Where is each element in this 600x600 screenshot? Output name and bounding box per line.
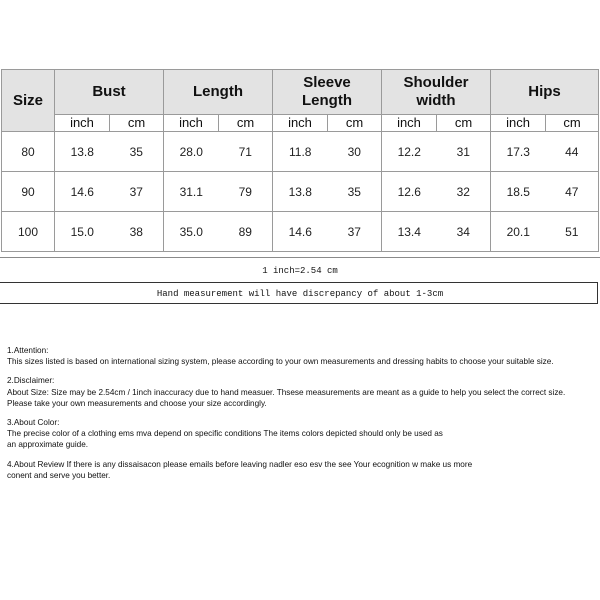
divider-line	[0, 257, 600, 258]
cm-value-cell: 71	[219, 132, 273, 172]
note-line: About Size: Size may be 2.54cm / 1inch inaccuracy due to hand measuer. Thsese measurements are meant as a guide to help you select the correct size.	[7, 387, 566, 397]
inch-value-cell: 12.2	[382, 132, 437, 172]
table-row	[2, 172, 599, 212]
note-line: Please take your own measurements and choose your size accordingly.	[7, 398, 267, 408]
note-paragraph	[7, 375, 597, 409]
inch-value-cell: 20.1	[491, 212, 546, 252]
note-line: The precise color of a clothing ems mva depend on specific conditions The items colors depicted should only be used as	[7, 429, 443, 439]
cm-value-cell: 35	[328, 172, 382, 212]
table-row	[2, 212, 599, 252]
unit-cm: cm	[546, 115, 599, 132]
bust-header: Bust	[55, 70, 164, 115]
cm-value-cell: 79	[219, 172, 273, 212]
inch-value-cell: 28.0	[164, 132, 219, 172]
unit-inch: inch	[382, 115, 437, 132]
inch-value-cell: 13.4	[382, 212, 437, 252]
shoulder-width-header: Shoulder width	[382, 70, 491, 115]
unit-inch: inch	[273, 115, 328, 132]
inch-value-cell: 11.8	[273, 132, 328, 172]
note-paragraph	[7, 459, 597, 481]
inch-value-cell: 18.5	[491, 172, 546, 212]
inch-value-cell: 13.8	[273, 172, 328, 212]
cm-value-cell: 32	[437, 172, 491, 212]
unit-cm: cm	[328, 115, 382, 132]
size-cell: 90	[2, 172, 55, 212]
unit-cm: cm	[110, 115, 164, 132]
table-body	[2, 132, 599, 252]
cm-value-cell: 47	[546, 172, 599, 212]
note-line: 4.About Review If there is any dissaisacon please emails before leaving nadler eso esv the see Your ecognition w make us more	[7, 459, 473, 469]
inch-cm-conversion: 1 inch=2.54 cm	[262, 266, 338, 276]
size-cell: 80	[2, 132, 55, 172]
size-header: Size	[2, 70, 55, 132]
inch-value-cell: 14.6	[273, 212, 328, 252]
inch-value-cell: 15.0	[55, 212, 110, 252]
inch-value-cell: 35.0	[164, 212, 219, 252]
length-header: Length	[164, 70, 273, 115]
inch-value-cell: 12.6	[382, 172, 437, 212]
note-line: an approximate guide.	[7, 440, 89, 450]
unit-inch: inch	[164, 115, 219, 132]
inch-value-cell: 13.8	[55, 132, 110, 172]
cm-value-cell: 51	[546, 212, 599, 252]
unit-row	[2, 115, 599, 132]
note-title: 3.About Color:	[7, 418, 60, 428]
note-paragraph	[7, 417, 597, 451]
cm-value-cell: 37	[110, 172, 164, 212]
cm-value-cell: 34	[437, 212, 491, 252]
notes-section	[7, 345, 597, 489]
unit-inch: inch	[55, 115, 110, 132]
unit-cm: cm	[437, 115, 491, 132]
cm-value-cell: 44	[546, 132, 599, 172]
note-line: conent and serve you better.	[7, 470, 111, 480]
cm-value-cell: 30	[328, 132, 382, 172]
inch-value-cell: 31.1	[164, 172, 219, 212]
measurement-discrepancy-note: Hand measurement will have discrepancy of about 1-3cm	[156, 289, 444, 299]
unit-cm: cm	[219, 115, 273, 132]
note-title: 2.Disclaimer:	[7, 376, 55, 386]
unit-inch: inch	[491, 115, 546, 132]
size-cell: 100	[2, 212, 55, 252]
cm-value-cell: 31	[437, 132, 491, 172]
size-chart-table	[1, 69, 599, 252]
inch-value-cell: 17.3	[491, 132, 546, 172]
cm-value-cell: 37	[328, 212, 382, 252]
note-title: 1.Attention:	[7, 346, 49, 355]
cm-value-cell: 38	[110, 212, 164, 252]
sleeve-length-header: Sleeve Length	[273, 70, 382, 115]
note-paragraph	[7, 345, 597, 367]
note-line: This sizes listed is based on international sizing system, please according to your own measurements and dressing habits to choose your suitable size.	[7, 357, 554, 367]
inch-value-cell: 14.6	[55, 172, 110, 212]
header-row	[2, 70, 599, 115]
cm-value-cell: 89	[219, 212, 273, 252]
hips-header: Hips	[491, 70, 599, 115]
cm-value-cell: 35	[110, 132, 164, 172]
table-row	[2, 132, 599, 172]
